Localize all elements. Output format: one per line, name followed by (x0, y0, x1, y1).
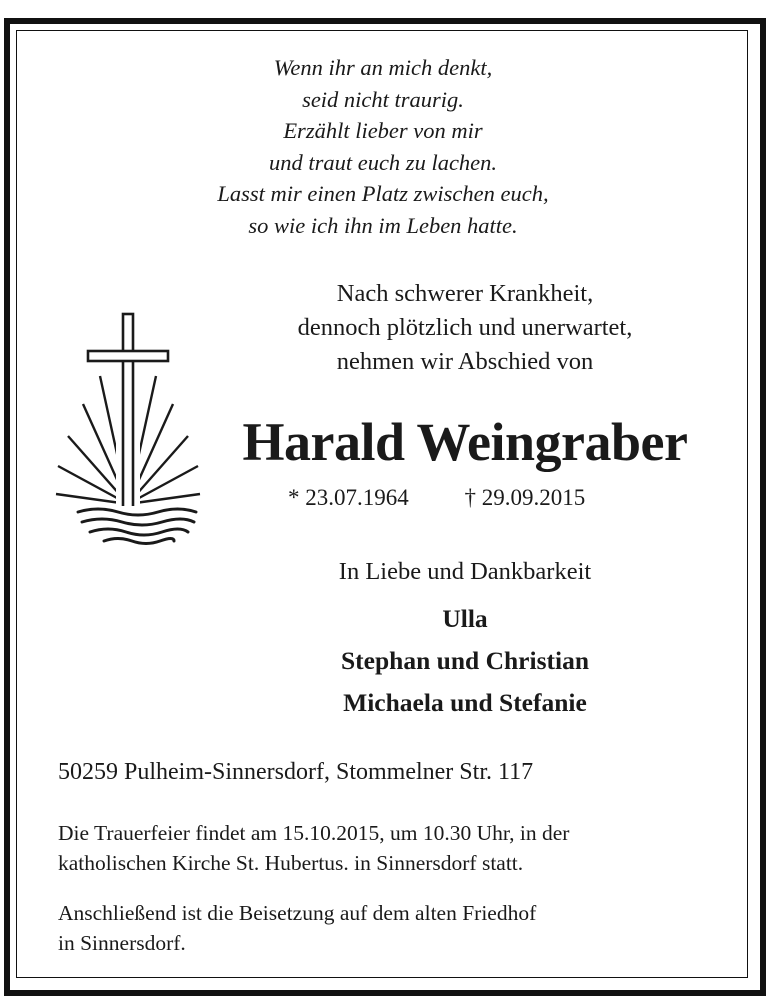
funeral-notice (58, 818, 718, 878)
cross-horizontal (88, 351, 168, 361)
intro-text (210, 277, 720, 379)
burial-notice (58, 898, 718, 958)
mourner-name: Stephan und Christian (340, 646, 589, 675)
address: 50259 Pulheim-Sinnersdorf, Stommelner Str. 117 (58, 759, 534, 785)
poem-line: und traut euch zu lachen. (268, 149, 498, 175)
gratitude-line: In Liebe und Dankbarkeit (338, 558, 592, 585)
death-date: † 29.09.2015 (464, 485, 586, 510)
poem-line: Lasst mir einen Platz zwischen euch, (217, 181, 549, 206)
deceased-name: Harald Weingraber (242, 412, 688, 472)
cross-vertical (123, 314, 133, 514)
poem-line: so wie ich ihn im Leben hatte. (248, 212, 518, 238)
poem (0, 52, 766, 241)
mourner-name: Michaela und Stefanie (343, 688, 587, 717)
intro-line: nehmen wir Abschied von (336, 348, 594, 375)
burial-line: in Sinnersdorf. (58, 931, 186, 955)
life-dates (288, 483, 585, 513)
mourners-list (210, 598, 720, 724)
burial-line: Anschließend ist die Beisetzung auf dem alten Friedhof (58, 901, 537, 925)
poem-line: Erzählt lieber von mir (283, 118, 483, 143)
intro-line: Nach schwerer Krankheit, (336, 280, 594, 307)
birth-date: * 23.07.1964 (288, 485, 409, 510)
intro-line: dennoch plötzlich und unerwartet, (297, 314, 633, 341)
poem-line: seid nicht traurig. (302, 86, 464, 112)
funeral-line: katholischen Kirche St. Hubertus. in Sinnersdorf statt. (58, 851, 524, 875)
cross-sunrise-water-icon (48, 308, 208, 548)
mourner-name: Ulla (442, 604, 488, 633)
funeral-line: Die Trauerfeier findet am 15.10.2015, um 10.30 Uhr, in der (58, 821, 570, 845)
poem-line: Wenn ihr an mich denkt, (273, 55, 493, 80)
